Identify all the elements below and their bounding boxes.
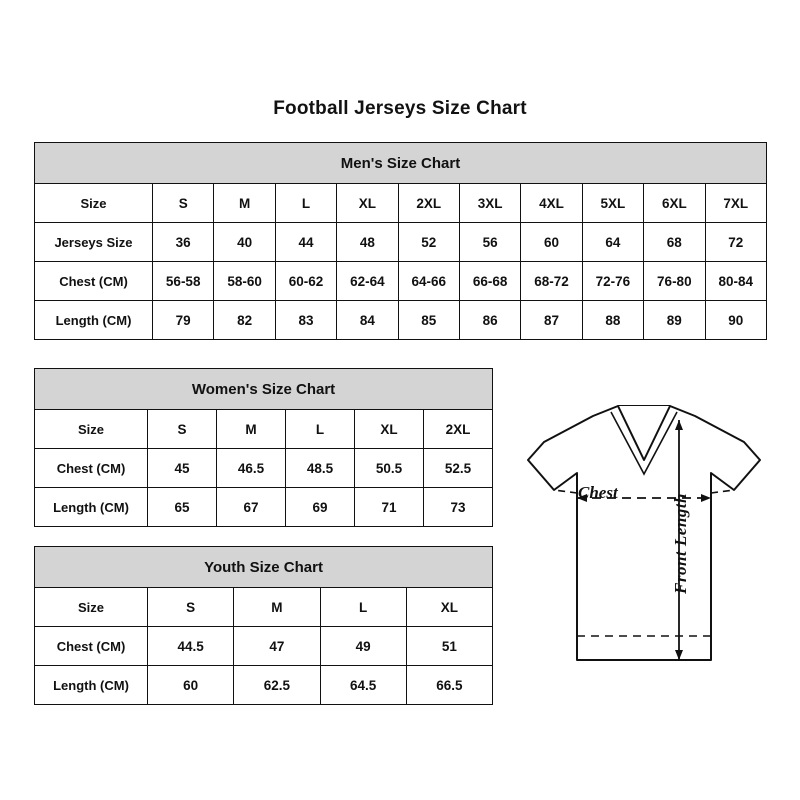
table-cell: 60 [148,666,234,705]
table-cell: 72 [705,223,767,262]
table-cell: 71 [355,488,424,527]
table-cell: 2XL [424,410,493,449]
table-cell: 56 [459,223,520,262]
row-label: Chest (CM) [35,627,148,666]
table-cell: L [275,184,336,223]
table-row [35,627,493,666]
row-label: Chest (CM) [35,262,153,301]
table-cell: 64.5 [320,666,406,705]
table-cell: 82 [214,301,275,340]
row-label: Length (CM) [35,301,153,340]
table-cell: 62.5 [234,666,320,705]
table-cell: 51 [406,627,492,666]
row-label: Chest (CM) [35,449,148,488]
table-cell: M [217,410,286,449]
table-cell: 72-76 [582,262,643,301]
table-row [35,184,767,223]
table-row [35,588,493,627]
table-row [35,666,493,705]
table-cell: XL [406,588,492,627]
table-cell: 89 [644,301,705,340]
table-cell: 84 [337,301,398,340]
page-title: Football Jerseys Size Chart [273,98,527,119]
table-cell: 87 [521,301,582,340]
jersey-measurement-diagram [498,398,790,698]
row-label: Length (CM) [35,666,148,705]
table-caption-row [35,143,767,184]
table-cell: 4XL [521,184,582,223]
table-cell: S [148,588,234,627]
table-row [35,449,493,488]
table-cell: 83 [275,301,336,340]
table-cell: 48 [337,223,398,262]
womens-table-caption: Women's Size Chart [35,369,493,410]
table-cell: S [148,410,217,449]
table-caption-row [35,369,493,410]
youth-size-chart-table [34,546,493,705]
table-cell: 3XL [459,184,520,223]
table-cell: 90 [705,301,767,340]
womens-size-chart-table [34,368,493,527]
table-row [35,262,767,301]
table-cell: 68-72 [521,262,582,301]
row-label: Size [35,410,148,449]
table-cell: 65 [148,488,217,527]
table-cell: 68 [644,223,705,262]
table-cell: 58-60 [214,262,275,301]
jersey-shirt-icon [498,398,790,698]
chest-measure-label: Chest [578,483,618,502]
table-cell: 52.5 [424,449,493,488]
youth-table-caption: Youth Size Chart [35,547,493,588]
table-row [35,410,493,449]
table-cell: 50.5 [355,449,424,488]
table-cell: 44 [275,223,336,262]
table-cell: 60 [521,223,582,262]
table-cell: 6XL [644,184,705,223]
table-cell: 76-80 [644,262,705,301]
table-cell: 60-62 [275,262,336,301]
table-cell: 69 [286,488,355,527]
front-length-measure-label: Front Length [671,493,690,594]
table-cell: 52 [398,223,459,262]
row-label: Size [35,588,148,627]
table-cell: 64-66 [398,262,459,301]
table-cell: 62-64 [337,262,398,301]
table-cell: S [153,184,214,223]
table-cell: XL [355,410,424,449]
table-cell: 5XL [582,184,643,223]
table-cell: L [286,410,355,449]
table-cell: 46.5 [217,449,286,488]
table-cell: 80-84 [705,262,767,301]
table-cell: 56-58 [153,262,214,301]
table-cell: 79 [153,301,214,340]
table-row [35,488,493,527]
table-cell: 49 [320,627,406,666]
table-cell: 36 [153,223,214,262]
table-cell: 67 [217,488,286,527]
row-label: Jerseys Size [35,223,153,262]
row-label: Size [35,184,153,223]
mens-table-caption: Men's Size Chart [35,143,767,184]
table-cell: 48.5 [286,449,355,488]
table-row [35,223,767,262]
row-label: Length (CM) [35,488,148,527]
table-cell: 86 [459,301,520,340]
table-cell: 2XL [398,184,459,223]
table-cell: L [320,588,406,627]
mens-size-chart-table [34,142,767,340]
table-cell: 85 [398,301,459,340]
table-cell: 73 [424,488,493,527]
table-cell: 45 [148,449,217,488]
table-cell: M [234,588,320,627]
table-cell: 47 [234,627,320,666]
table-cell: 66-68 [459,262,520,301]
table-cell: XL [337,184,398,223]
table-cell: 88 [582,301,643,340]
table-cell: M [214,184,275,223]
table-cell: 64 [582,223,643,262]
table-cell: 44.5 [148,627,234,666]
table-row [35,301,767,340]
table-cell: 7XL [705,184,767,223]
table-caption-row [35,547,493,588]
table-cell: 66.5 [406,666,492,705]
table-cell: 40 [214,223,275,262]
